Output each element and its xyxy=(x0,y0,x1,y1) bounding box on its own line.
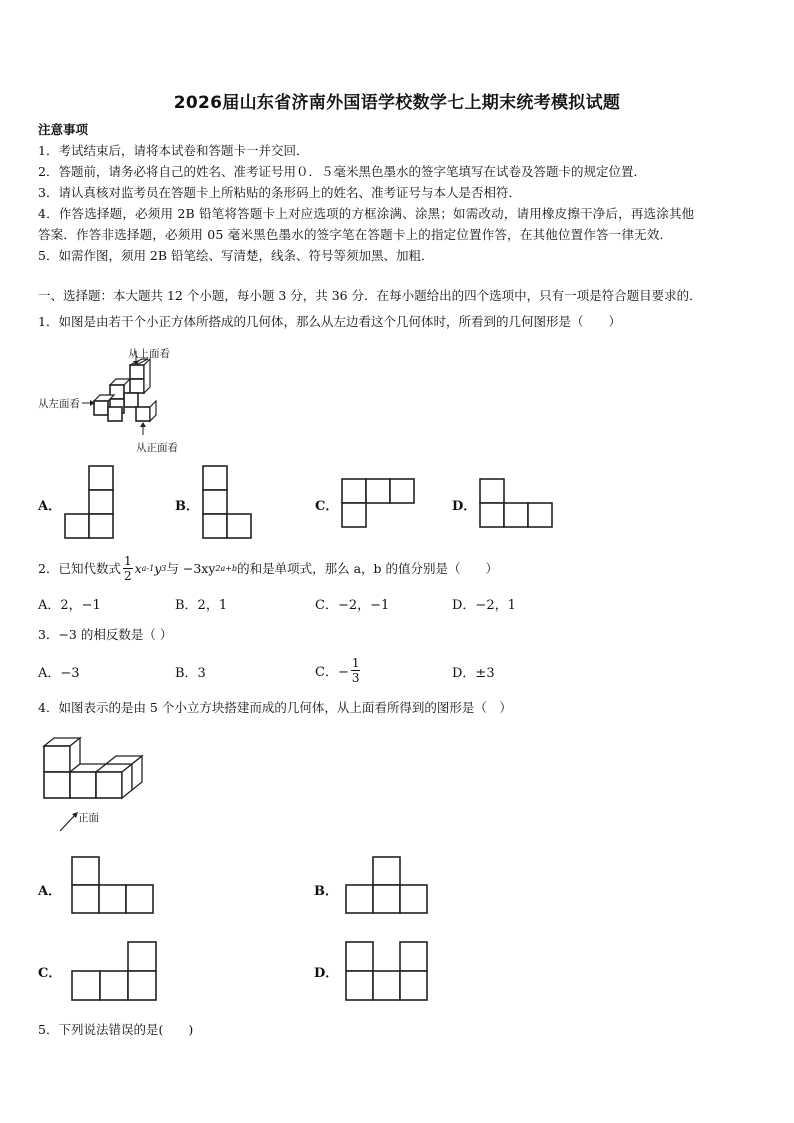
caption-left-view: 从左面看 xyxy=(38,398,80,410)
q2-frac-denominator: 2 xyxy=(123,568,132,583)
q1-option-d-label[interactable]: D． xyxy=(452,499,477,514)
notice-item: 3．请认真核对监考员在答题卡上所粘贴的条形码上的姓名、准考证号与本人是否相符． xyxy=(38,185,521,200)
q3-option-a[interactable]: A．−3 xyxy=(38,666,80,681)
q1-option-d-figure xyxy=(480,479,554,529)
page-title: 2026届山东省济南外国语学校数学七上期末统考模拟试题 xyxy=(173,93,621,113)
q1-option-b-figure xyxy=(203,466,253,540)
q2-term1-y-exp: 3 xyxy=(161,563,167,573)
q1-option-a-figure xyxy=(65,466,115,540)
section-heading: 一、选择题：本大题共 12 个小题，每小题 3 分，共 36 分．在每小题给出的四个选项中，只有一项是符合题目要求的． xyxy=(38,288,702,303)
q2-fraction xyxy=(123,555,133,582)
q2-term2-exp: 2a+b xyxy=(215,563,238,573)
q1-option-a-label[interactable]: A． xyxy=(38,499,62,514)
q3-option-d[interactable]: D．±3 xyxy=(452,666,495,681)
question-1-stem: 1．如图是由若干个小正方体所搭成的几何体，那么从左边看这个几何体时，所看到的几何图形是（ ） xyxy=(38,314,621,329)
q1-option-b-label[interactable]: B． xyxy=(175,499,199,514)
notice-item: 4．作答选择题，必须用 2B 铅笔将答题卡上对应选项的方框涂满、涂黑；如需改动，请用橡皮擦干净后，再选涂其他 xyxy=(38,206,695,221)
q2-option-d[interactable]: D．−2，1 xyxy=(452,598,516,613)
q4-option-a-label[interactable]: A． xyxy=(38,884,62,899)
caption-top-view: 从上面看 xyxy=(128,348,170,360)
q2-option-b[interactable]: B．2，1 xyxy=(175,598,228,613)
q2-prefix: 2．已知代数式 xyxy=(38,561,121,576)
caption-front-view: 从正面看 xyxy=(136,442,178,454)
q3-option-c-prefix: C．− xyxy=(315,664,349,680)
q4-option-a-figure xyxy=(72,857,156,917)
q2-frac-numerator: 1 xyxy=(123,553,132,568)
notice-item: 1．考试结束后，请将本试卷和答题卡一并交回． xyxy=(38,143,309,158)
q2-suffix: 的和是单项式，那么 a，b 的值分别是（ ） xyxy=(237,561,498,576)
q3-fraction xyxy=(351,657,361,684)
q2-term1: x xyxy=(134,560,142,576)
q4-option-d-label[interactable]: D． xyxy=(314,966,339,981)
q2-term1-exp: a-1 xyxy=(141,563,155,573)
question-2-stem xyxy=(38,552,498,584)
q2-option-c[interactable]: C．−2，−1 xyxy=(315,598,390,613)
q4-option-b-figure xyxy=(346,857,430,917)
question-5-stem: 5．下列说法错误的是( ) xyxy=(38,1022,194,1037)
notice-heading: 注意事项 xyxy=(38,122,89,137)
q3-frac-denominator: 3 xyxy=(351,670,360,685)
q1-option-c-figure xyxy=(342,479,416,529)
q1-option-c-label[interactable]: C． xyxy=(315,499,339,514)
q2-mid: 与 −3xy xyxy=(166,561,216,576)
caption-front: 正面 xyxy=(78,812,99,824)
q2-option-a[interactable]: A．2，−1 xyxy=(38,598,101,613)
notice-item: 5．如需作图，须用 2B 铅笔绘、写清楚，线条、符号等须加黑、加粗． xyxy=(38,248,434,263)
q2-term1-y: y xyxy=(154,560,162,576)
q3-option-c[interactable] xyxy=(315,650,362,690)
q4-option-c-figure xyxy=(72,942,162,1004)
q4-option-b-label[interactable]: B． xyxy=(314,884,338,899)
notice-item: 2．答题前，请务必将自己的姓名、准考证号用０．５毫米黑色墨水的签字笔填写在试卷及答题卡的规定位置． xyxy=(38,164,646,179)
notice-item: 答案．作答非选择题，必须用 05 毫米黑色墨水的签字笔在答题卡上的指定位置作答，在其他位置作答一律无效． xyxy=(38,227,673,242)
q4-option-d-figure xyxy=(346,942,436,1004)
question-3-stem: 3．−3 的相反数是（ ） xyxy=(38,627,173,642)
q3-option-b[interactable]: B．3 xyxy=(175,666,206,681)
question-4-stem: 4．如图表示的是由 5 个小立方块搭建而成的几何体，从上面看所得到的图形是（ ） xyxy=(38,700,512,715)
q4-option-c-label[interactable]: C． xyxy=(38,966,62,981)
q3-frac-numerator: 1 xyxy=(351,655,360,670)
